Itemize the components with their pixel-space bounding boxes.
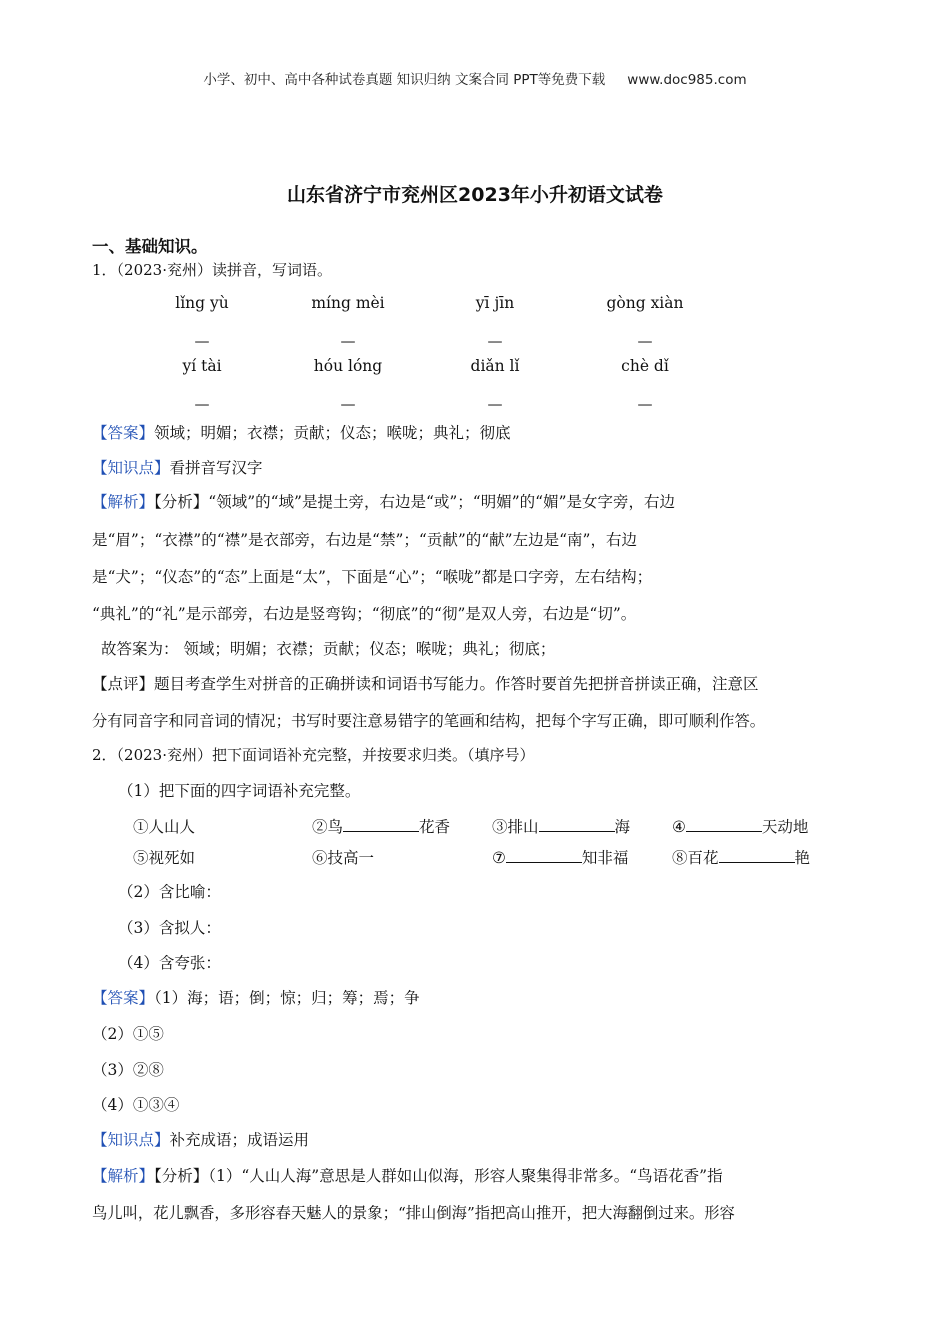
q2-sub-question: （1）把下面的四字词语补充完整。 [118,782,361,800]
knowledge-tag: 【知识点】 [92,459,170,477]
q2-sub-question: （2）含比喻： [118,883,221,901]
pinyin: hóu lóng [313,357,383,375]
pinyin: diǎn lǐ [470,357,520,375]
pinyin: gòng xiàn [606,294,684,312]
page-header [0,68,950,88]
pinyin: yī jīn [475,294,515,312]
section-heading: 一、基础知识。 [92,237,208,256]
answer-blank[interactable]: — [340,395,356,413]
q1-analysis-line [92,490,675,512]
answer-blank[interactable]: — [340,332,356,350]
q1-comment-line [92,672,759,694]
q1-stem: 1．（2023·兖州）读拼音，写词语。 [92,261,332,279]
header-url[interactable]: www.doc985.com [627,72,747,88]
knowledge-text: 补充成语；成语运用 [169,1131,310,1149]
analysis-text: 【分析】“领域”的“域”是提土旁，右边是“或”；“明媚”的“媚”是女字旁，右边 [154,493,676,511]
idiom-item: ⑥技高一 [312,849,375,867]
answer-blank[interactable]: — [637,395,653,413]
comment-tag: 【点评】 [92,675,155,693]
q2-sub-question: （3）含拟人： [118,919,221,937]
idiom-blank[interactable] [506,848,582,863]
q1-analysis-line: 故答案为： 领域；明媚；衣襟；贡献；仪态；喉咙；典礼；彻底； [101,640,556,658]
idiom-blank[interactable] [343,817,419,832]
q2-sub-question: （4）含夸张： [118,954,221,972]
q1-answer [92,421,511,443]
answer-tag: 【答案】 [92,424,155,442]
q2-knowledge [92,1128,309,1150]
q2-answer-line: （3）②⑧ [92,1061,164,1079]
q2-answer [92,986,420,1008]
pinyin: lǐng yù [175,294,229,312]
q2-analysis-line [92,1164,723,1186]
answer-blank[interactable]: — [487,332,503,350]
idiom-item: ⑦ 知非福 [492,849,629,867]
idiom-item: ①人山人 [133,818,196,836]
q2-answer-line: （4）①③④ [92,1096,180,1114]
analysis-text: 【分析】（1）“人山人海”意思是人群如山似海，形容人聚集得非常多。“鸟语花香”指 [154,1167,723,1185]
answer-blank[interactable]: — [487,395,503,413]
answer-text: （1）海；语；倒；惊；归；筹；焉；争 [154,989,420,1007]
answer-blank[interactable]: — [194,395,210,413]
answer-tag: 【答案】 [92,989,155,1007]
knowledge-text: 看拼音写汉字 [169,459,263,477]
answer-blank[interactable]: — [194,332,210,350]
answer-text: 领域；明媚；衣襟；贡献；仪态；喉咙；典礼；彻底 [154,424,511,442]
pinyin: míng mèi [311,294,385,312]
analysis-tag: 【解析】 [92,493,155,511]
knowledge-tag: 【知识点】 [92,1131,170,1149]
page-title: 山东省济宁市兖州区2023年小升初语文试卷 [287,184,663,206]
q1-analysis-line: “典礼”的“礼”是示部旁，右边是竖弯钩；“彻底”的“彻”是双人旁，右边是“切”。 [92,605,637,623]
q1-comment-line: 分有同音字和同音词的情况；书写时要注意易错字的笔画和结构，把每个字写正确，即可顺利作答。 [92,712,766,730]
analysis-tag: 【解析】 [92,1167,155,1185]
idiom-item: ④ 天动地 [672,818,809,836]
idiom-item: ⑧百花 艳 [672,849,811,867]
q1-analysis-line: 是“眉”；“衣襟”的“襟”是衣部旁，右边是“禁”；“贡献”的“献”左边是“南”，右边 [92,531,637,549]
q1-knowledge [92,456,263,478]
idiom-blank[interactable] [686,817,762,832]
q2-analysis-line: 鸟儿叫，花儿飘香，多形容春天魅人的景象；“排山倒海”指把高山推开，把大海翻倒过来。形容 [92,1204,735,1222]
q1-analysis-line: 是“犬”；“仪态”的“态”上面是“太”，下面是“心”；“喉咙”都是口字旁，左右结构； [92,568,653,586]
pinyin: yí tài [182,357,222,375]
q2-answer-line: （2）①⑤ [92,1025,164,1043]
idiom-blank[interactable] [539,817,615,832]
idiom-item: ③排山 海 [492,818,631,836]
comment-text: 题目考查学生对拼音的正确拼读和词语书写能力。作答时要首先把拼音拼读正确，注意区 [154,675,759,693]
idiom-item: ⑤视死如 [133,849,196,867]
answer-blank[interactable]: — [637,332,653,350]
header-text: 小学、初中、高中各种试卷真题 知识归纳 文案合同 PPT等免费下载 [203,72,606,88]
idiom-blank[interactable] [719,848,795,863]
pinyin: chè dǐ [621,357,669,375]
q2-stem: 2．（2023·兖州）把下面词语补充完整，并按要求归类。（填序号） [92,746,535,764]
idiom-item: ②鸟 花香 [312,818,451,836]
